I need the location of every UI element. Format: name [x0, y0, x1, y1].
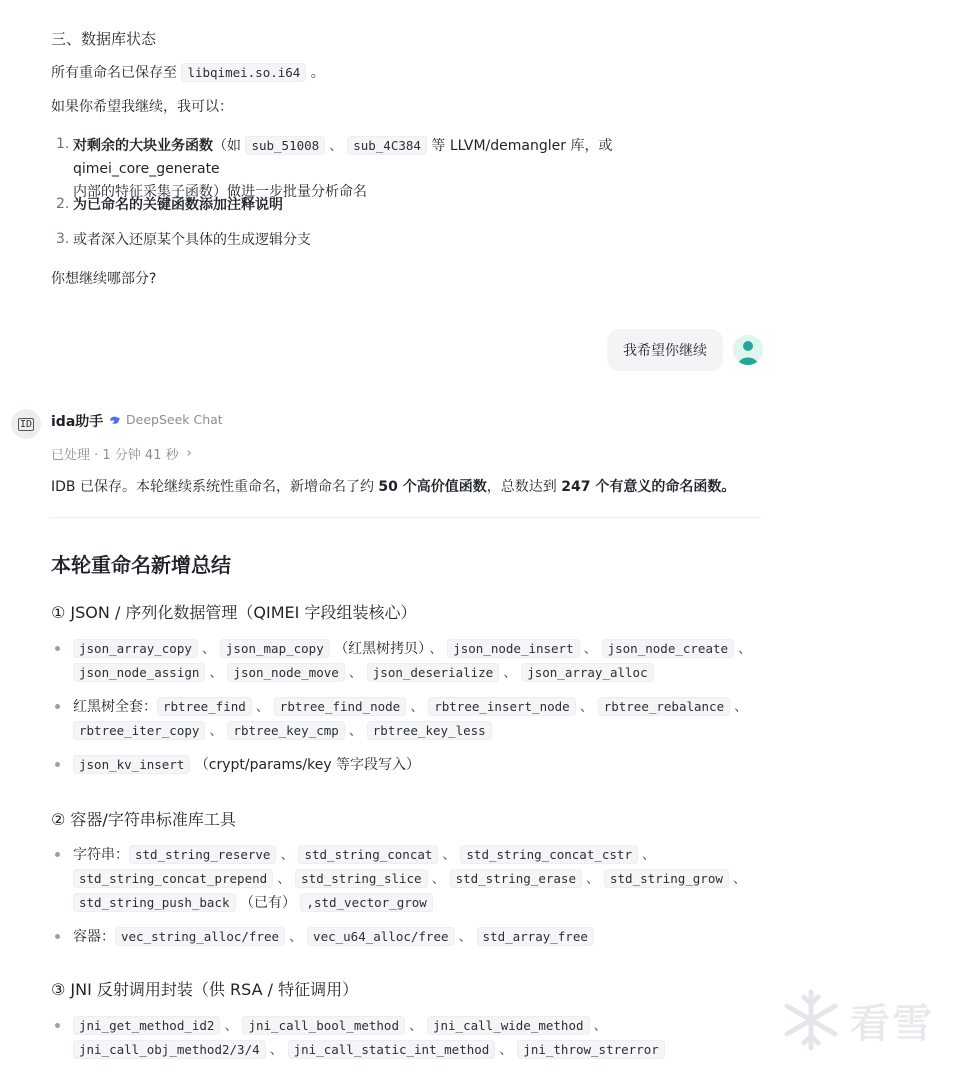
separator: 、 [348, 723, 363, 739]
saved-file: libqimei.so.i64 [181, 63, 306, 82]
separator: 、 [593, 1018, 608, 1034]
summary-text: IDB 已保存。本轮继续系统性重命名，新增命名了约 [51, 479, 374, 495]
model-name: DeepSeek Chat [126, 412, 223, 427]
note-text: （已有） [239, 895, 296, 911]
summary-bold: 50 个高价值函数 [378, 479, 487, 495]
function-code: rbtree_find [157, 697, 252, 716]
model-badge [109, 412, 223, 427]
separator: 、 [209, 665, 224, 681]
section-title: 三、数据库状态 [51, 30, 157, 48]
function-code: jni_call_bool_method [242, 1016, 405, 1035]
option-bold: 对剩余的大块业务函数 [73, 138, 213, 154]
separator: 、 [269, 1042, 284, 1058]
function-code: std_string_reserve [129, 845, 276, 864]
status-text: 已处理 · 1 分钟 41 秒 [51, 448, 179, 463]
option-number: 2. [56, 196, 70, 212]
option-text: 内部的特征采集子函数）做进一步批量分析命名 [73, 184, 367, 200]
separator: 、 [431, 871, 446, 887]
separator: 、 [289, 929, 304, 945]
separator: 、 [255, 699, 270, 715]
deepseek-icon [109, 414, 121, 426]
function-code: sub_4C384 [347, 136, 427, 155]
option-item: 或者深入还原某个具体的生成逻辑分支 [73, 232, 311, 248]
function-code: jni_call_wide_method [427, 1016, 590, 1035]
separator: 、 [209, 723, 224, 739]
bullet-dot [55, 762, 60, 767]
list-item [73, 753, 763, 777]
function-code: json_node_insert [447, 639, 579, 658]
separator: 、 [732, 871, 747, 887]
separator: 、 [579, 699, 594, 715]
question-text: 你想继续哪部分? [51, 271, 157, 287]
note-text: （crypt/params/key 等字段写入） [194, 757, 421, 773]
function-code: rbtree_rebalance [598, 697, 730, 716]
separator: 、 [458, 929, 473, 945]
user-message-text: 我希望你继续 [623, 343, 707, 359]
function-code: json_node_create [602, 639, 734, 658]
watermark [778, 985, 958, 1055]
summary-heading: 本轮重命名新增总结 [51, 553, 231, 577]
function-code: json_array_copy [73, 639, 198, 658]
section-heading: ② 容器/字符串标准库工具 [51, 810, 236, 829]
summary-bold: 247 个有意义的命名函数。 [561, 479, 736, 495]
separator: 、 [641, 847, 656, 863]
bullet-dot [55, 852, 60, 857]
function-code: std_string_slice [295, 869, 427, 888]
assistant-avatar [11, 409, 41, 439]
item-label: 容器： [73, 929, 115, 945]
function-code: jni_throw_strerror [517, 1040, 664, 1059]
item-label: 字符串： [73, 847, 129, 863]
item-label: 红黑树全套： [73, 699, 157, 715]
assistant-avatar-text: ID [19, 418, 33, 430]
separator: 、 [586, 871, 600, 887]
separator: 、 [583, 641, 598, 657]
option-number: 1. [56, 136, 70, 152]
list-item [73, 1014, 763, 1062]
function-code: vec_string_alloc/free [115, 927, 285, 946]
user-avatar[interactable] [733, 335, 763, 365]
function-code: std_string_erase [450, 869, 582, 888]
watermark-text: 看雪 [850, 1000, 934, 1047]
separator: 、 [442, 847, 457, 863]
separator: 、 [329, 138, 344, 154]
function-code: jni_get_method_id2 [73, 1016, 220, 1035]
separator: 、 [410, 699, 425, 715]
section-heading: ③ JNI 反射调用封装（供 RSA / 特征调用） [51, 980, 359, 999]
separator: 、 [738, 641, 753, 657]
saved-line [51, 62, 325, 82]
function-code: json_node_assign [73, 663, 205, 682]
function-code: rbtree_insert_node [428, 697, 575, 716]
function-code: rbtree_key_less [367, 721, 492, 740]
snowflake-icon [778, 987, 844, 1053]
function-code: std_string_push_back [73, 893, 236, 912]
separator: 、 [734, 699, 749, 715]
list-item [73, 637, 763, 685]
function-code: jni_call_static_int_method [288, 1040, 496, 1059]
function-code: rbtree_find_node [274, 697, 406, 716]
continue-line: 如果你希望我继续，我可以： [51, 99, 233, 115]
list-item [73, 695, 763, 743]
bullet-dot [55, 1023, 60, 1028]
bullet-dot [55, 704, 60, 709]
function-code: std_string_concat [298, 845, 438, 864]
function-code: json_array_alloc [521, 663, 653, 682]
separator: 、 [224, 1018, 239, 1034]
separator: 、 [503, 665, 518, 681]
separator: 、 [280, 847, 295, 863]
function-code: json_kv_insert [73, 755, 190, 774]
function-code: json_node_move [227, 663, 344, 682]
function-code: rbtree_iter_copy [73, 721, 205, 740]
assistant-summary [51, 476, 771, 496]
option-number: 3. [56, 231, 70, 247]
bullet-dot [55, 646, 60, 651]
option-item: 为已命名的关键函数添加注释说明 [73, 197, 283, 213]
function-code: std_array_free [477, 927, 594, 946]
list-item [73, 843, 763, 915]
option-text: （如 [213, 138, 241, 154]
function-code: json_map_copy [220, 639, 330, 658]
function-code: std_string_concat_cstr [460, 845, 638, 864]
separator: 、 [201, 641, 216, 657]
saved-prefix: 所有重命名已保存至 [51, 65, 177, 81]
chevron-right-icon: › [186, 446, 192, 461]
list-item [73, 925, 763, 949]
separator: 、 [348, 665, 363, 681]
assistant-name: ida助手 [51, 414, 104, 430]
function-code: json_deserialize [367, 663, 499, 682]
function-code: jni_call_obj_method2/3/4 [73, 1040, 266, 1059]
note-text: （红黑树拷贝） [334, 641, 426, 657]
function-code: ,std_vector_grow [300, 893, 432, 912]
user-message-bubble [607, 329, 723, 371]
function-code: std_string_grow [604, 869, 729, 888]
section-heading: ① JSON / 序列化数据管理（QIMEI 字段组装核心） [51, 603, 417, 622]
separator: 、 [277, 871, 292, 887]
processing-status[interactable] [51, 444, 192, 463]
summary-text: ，总数达到 [486, 479, 557, 495]
function-code: rbtree_key_cmp [227, 721, 344, 740]
separator: 、 [499, 1042, 514, 1058]
option-text: 等 LLVM/demangler 库，或 qimei_core_generate [73, 138, 613, 177]
separator: 、 [429, 641, 444, 657]
divider [51, 517, 761, 518]
user-icon [733, 335, 763, 365]
function-code: std_string_concat_prepend [73, 869, 273, 888]
function-code: sub_51008 [245, 136, 325, 155]
bullet-dot [55, 934, 60, 939]
saved-suffix: 。 [310, 65, 325, 81]
separator: 、 [408, 1018, 423, 1034]
function-code: vec_u64_alloc/free [307, 927, 454, 946]
